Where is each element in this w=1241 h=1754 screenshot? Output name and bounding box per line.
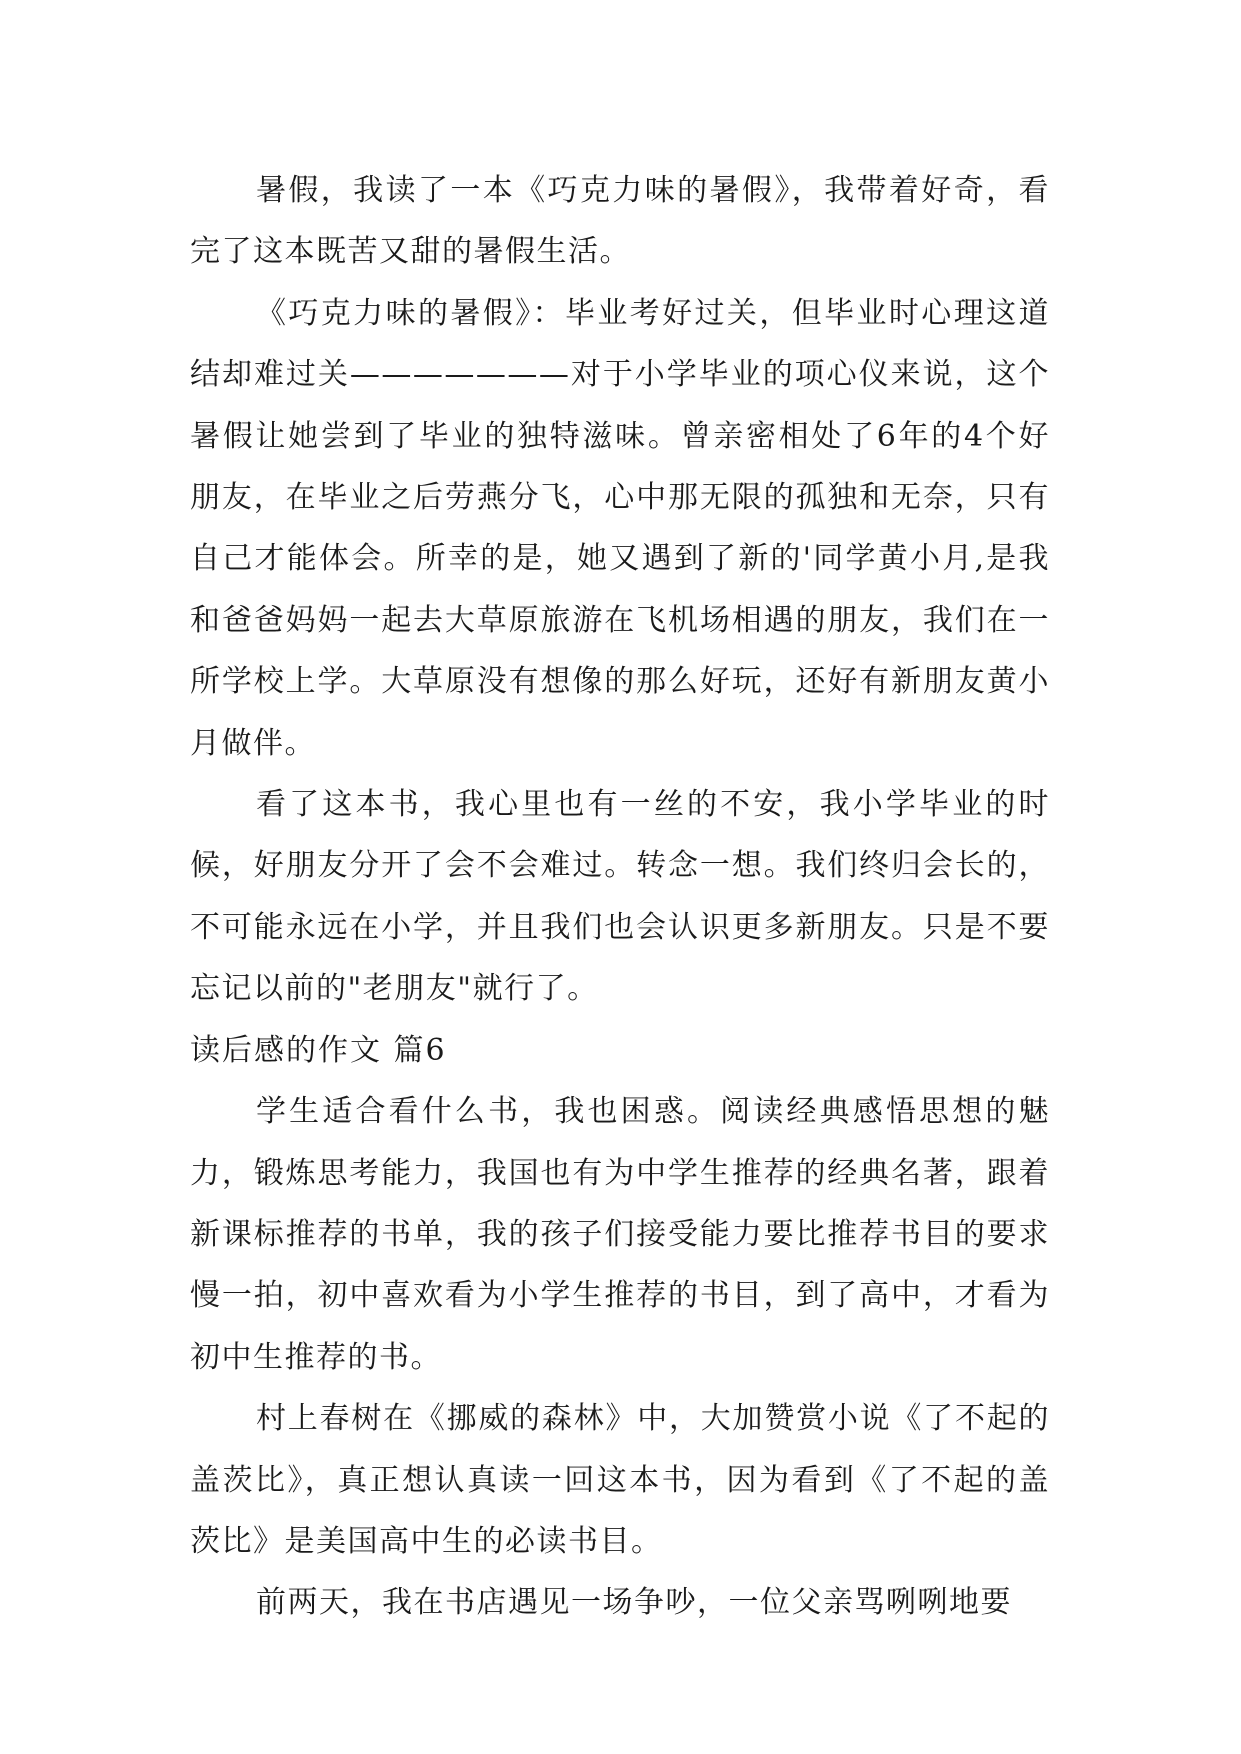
paragraph-3: 看了这本书，我心里也有一丝的不安，我小学毕业的时候，好朋友分开了会不会难过。转念一想。我们终归会长的，不可能永远在小学，并且我们也会认识更多新朋友。只是不要忘记以前的"老朋友"就行了。 xyxy=(190,787,1050,1007)
paragraph-6: 前两天，我在书店遇见一场争吵，一位父亲骂咧咧地要 xyxy=(256,1585,1012,1621)
paragraph-1: 暑假，我读了一本《巧克力味的暑假》，我带着好奇，看完了这本既苦又甜的暑假生活。 xyxy=(190,173,1050,270)
document-body xyxy=(190,160,1050,1634)
paragraph-2: 《巧克力味的暑假》：毕业考好过关，但毕业时心理这道结却难过关———————对于小学毕业的项心仪来说，这个暑假让她尝到了毕业的独特滋味。曾亲密相处了6年的4个好朋友，在毕业之后劳燕分飞，心中那无限的孤独和无奈，只有自己才能体会。所幸的是，她又遇到了新的'同学黄小月,是我和爸爸妈妈一起去大草原旅游在飞机场相遇的朋友，我们在一所学校上学。大草原没有想像的那么好玩，还好有新朋友黄小月做伴。 xyxy=(190,295,1050,761)
paragraph-4: 学生适合看什么书，我也困惑。阅读经典感悟思想的魅力，锻炼思考能力，我国也有为中学生推荐的经典名著，跟着新课标推荐的书单，我的孩子们接受能力要比推荐书目的要求慢一拍，初中喜欢看为小学生推荐的书目，到了高中，才看为初中生推荐的书。 xyxy=(190,1094,1050,1375)
section-heading: 读后感的作文 篇6 xyxy=(190,1032,447,1068)
paragraph-5: 村上春树在《挪威的森林》中，大加赞赏小说《了不起的盖茨比》，真正想认真读一回这本书，因为看到《了不起的盖茨比》是美国高中生的必读书目。 xyxy=(190,1401,1050,1559)
